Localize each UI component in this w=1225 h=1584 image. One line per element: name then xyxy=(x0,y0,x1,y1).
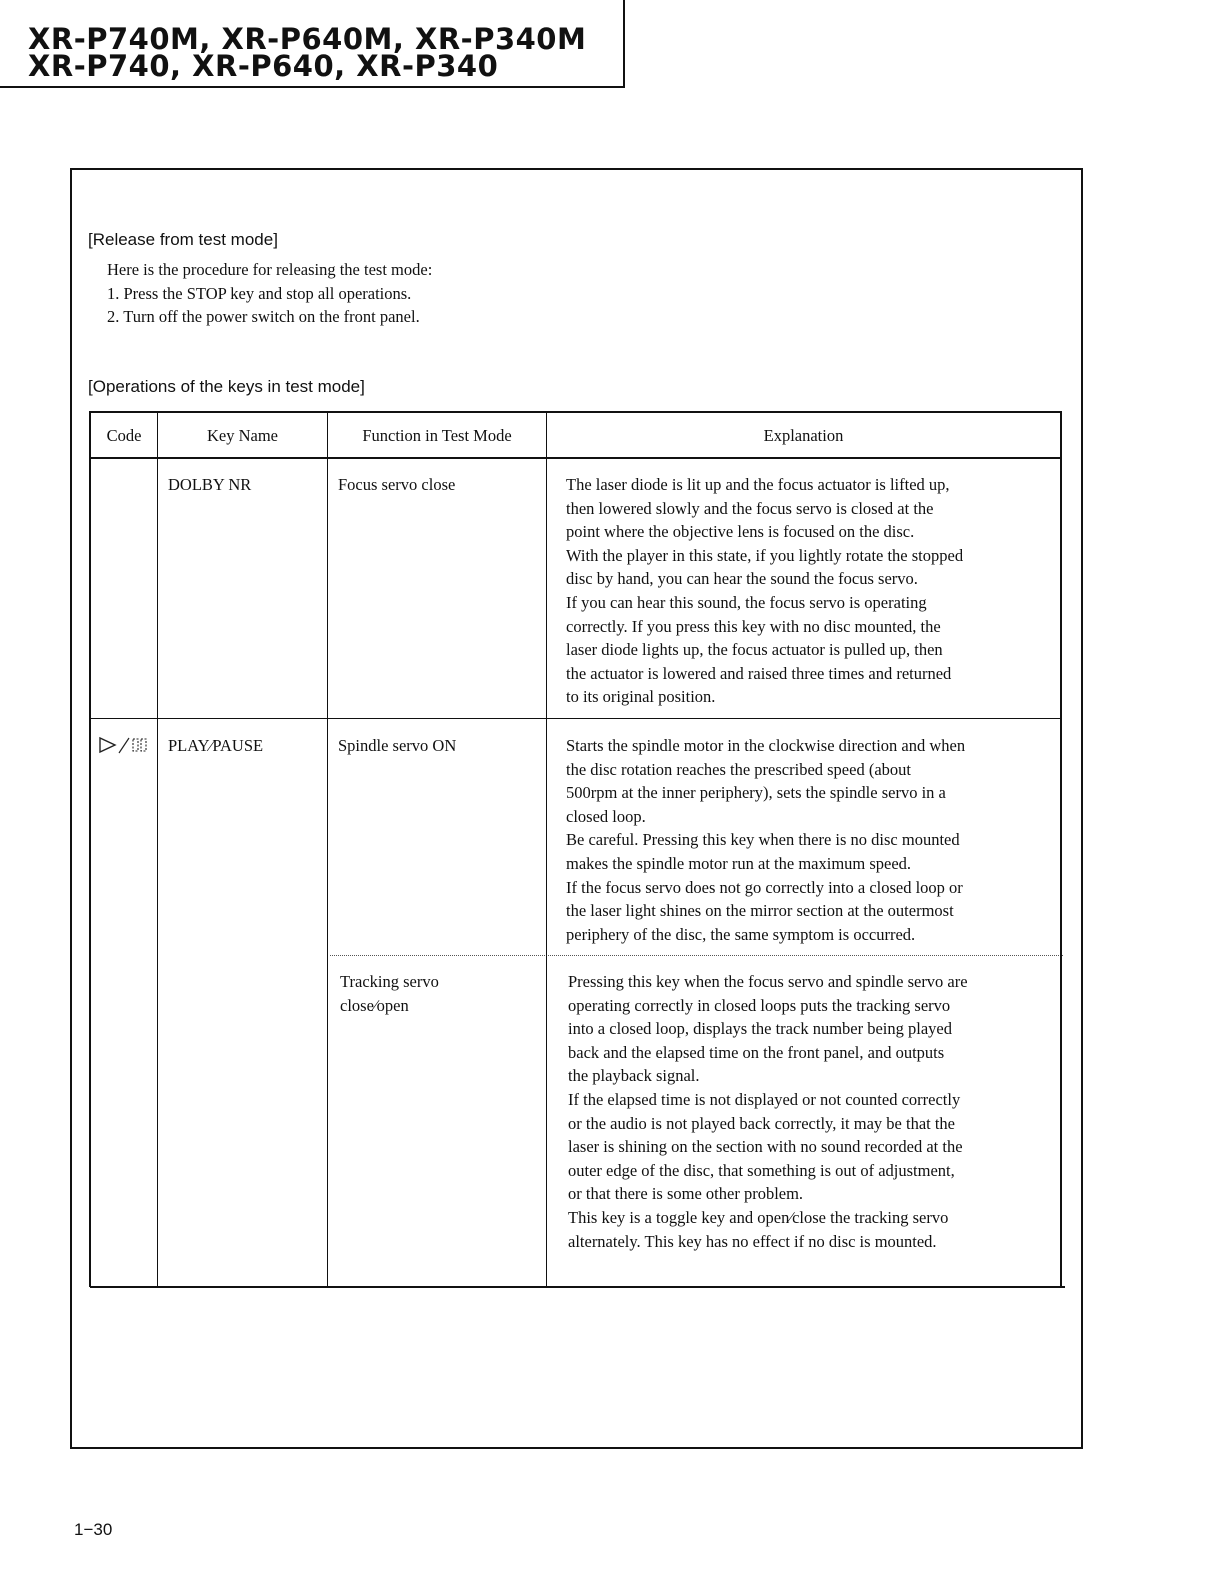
row-play-pause-explanation-spindle xyxy=(566,734,965,946)
column-divider-code xyxy=(157,411,158,1287)
explanation-line: Be careful. Pressing this key when there is no disc mounted xyxy=(566,830,960,850)
model-header xyxy=(0,0,625,88)
column-divider-function xyxy=(546,411,547,1287)
play-pause-icon xyxy=(98,734,152,756)
row-play-pause-key-name: PLAY∕PAUSE xyxy=(168,736,264,755)
table-left-border xyxy=(89,411,91,1287)
explanation-line: operating correctly in closed loops puts the tracking servo xyxy=(568,995,951,1015)
column-header-explanation: Explanation xyxy=(763,426,844,445)
explanation-line: back and the elapsed time on the front panel, and outputs xyxy=(568,1042,945,1062)
table-row-divider xyxy=(89,718,1062,719)
explanation-line: If the elapsed time is not displayed or not counted correctly xyxy=(568,1089,961,1109)
release-intro: Here is the procedure for releasing the test mode: xyxy=(107,260,433,279)
table-bottom-border xyxy=(90,1286,1065,1288)
model-list-line-1: XR-P740M, XR-P640M, XR-P340M xyxy=(28,22,587,56)
function-line: Spindle servo ON xyxy=(338,736,457,755)
model-list-line-2: XR-P740, XR-P640, XR-P340 xyxy=(28,49,499,83)
explanation-line: or that there is some other problem. xyxy=(568,1184,804,1204)
table-top-border xyxy=(89,411,1062,413)
function-line: Tracking servo xyxy=(340,972,439,991)
explanation-line: the laser light shines on the mirror section at the outermost xyxy=(566,901,954,921)
page-number: 1−30 xyxy=(74,1520,113,1539)
explanation-line: Starts the spindle motor in the clockwise direction and when xyxy=(566,736,966,755)
explanation-line: or the audio is not played back correctly, it may be that the xyxy=(568,1113,956,1133)
explanation-line: the disc rotation reaches the prescribed speed (about xyxy=(566,759,911,779)
explanation-line: If the focus servo does not go correctly into a closed loop or xyxy=(566,877,963,897)
explanation-line: to its original position. xyxy=(566,687,716,707)
table-header-divider xyxy=(89,457,1062,459)
row-dolby-nr-key-name: DOLBY NR xyxy=(168,475,252,494)
explanation-line: closed loop. xyxy=(566,806,646,826)
table-sub-row-divider xyxy=(330,955,1063,956)
release-step-2: 2. Turn off the power switch on the front panel. xyxy=(107,307,420,326)
column-divider-key-name xyxy=(327,411,328,1287)
explanation-line: alternately. This key has no effect if no disc is mounted. xyxy=(568,1231,937,1251)
row-play-pause-function-tracking xyxy=(340,970,439,1017)
release-step-1: 1. Press the STOP key and stop all operations. xyxy=(107,283,412,303)
explanation-line: outer edge of the disc, that something is out of adjustment, xyxy=(568,1160,955,1180)
column-header-function: Function in Test Mode xyxy=(362,426,512,445)
explanation-line: periphery of the disc, the same symptom is occurred. xyxy=(566,924,916,944)
explanation-line: then lowered slowly and the focus servo is closed at the xyxy=(566,498,934,518)
explanation-line: makes the spindle motor run at the maximum speed. xyxy=(566,853,912,873)
explanation-line: the playback signal. xyxy=(568,1066,700,1086)
row-play-pause-function-spindle xyxy=(338,734,456,758)
column-header-code: Code xyxy=(106,426,142,445)
function-line: close∕open xyxy=(340,995,409,1015)
explanation-line: the actuator is lowered and raised three times and returned xyxy=(566,663,952,683)
explanation-line: 500rpm at the inner periphery), sets the spindle servo in a xyxy=(566,783,946,803)
function-line: Focus servo close xyxy=(338,475,456,494)
row-dolby-nr-explanation xyxy=(566,473,963,709)
explanation-line: Pressing this key when the focus servo and spindle servo are xyxy=(568,972,968,991)
release-heading: [Release from test mode] xyxy=(88,230,278,249)
explanation-line: With the player in this state, if you lightly rotate the stopped xyxy=(566,545,964,565)
row-dolby-nr-function xyxy=(338,473,455,497)
explanation-line: correctly. If you press this key with no disc mounted, the xyxy=(566,616,941,636)
explanation-line: point where the objective lens is focused on the disc. xyxy=(566,522,915,542)
explanation-line: This key is a toggle key and open∕close the tracking servo xyxy=(568,1207,949,1227)
explanation-line: If you can hear this sound, the focus servo is operating xyxy=(566,592,927,612)
explanation-line: The laser diode is lit up and the focus actuator is lifted up, xyxy=(566,475,950,494)
operations-heading: [Operations of the keys in test mode] xyxy=(88,377,365,396)
explanation-line: laser is shining on the section with no sound recorded at the xyxy=(568,1137,963,1157)
explanation-line: disc by hand, you can hear the sound the focus servo. xyxy=(566,569,918,589)
table-right-border xyxy=(1060,411,1062,1288)
row-play-pause-explanation-tracking xyxy=(568,970,968,1253)
explanation-line: laser diode lights up, the focus actuator is pulled up, then xyxy=(566,640,943,660)
explanation-line: into a closed loop, displays the track number being played xyxy=(568,1019,952,1039)
release-procedure xyxy=(107,258,432,329)
column-header-key-name: Key Name xyxy=(206,426,278,445)
